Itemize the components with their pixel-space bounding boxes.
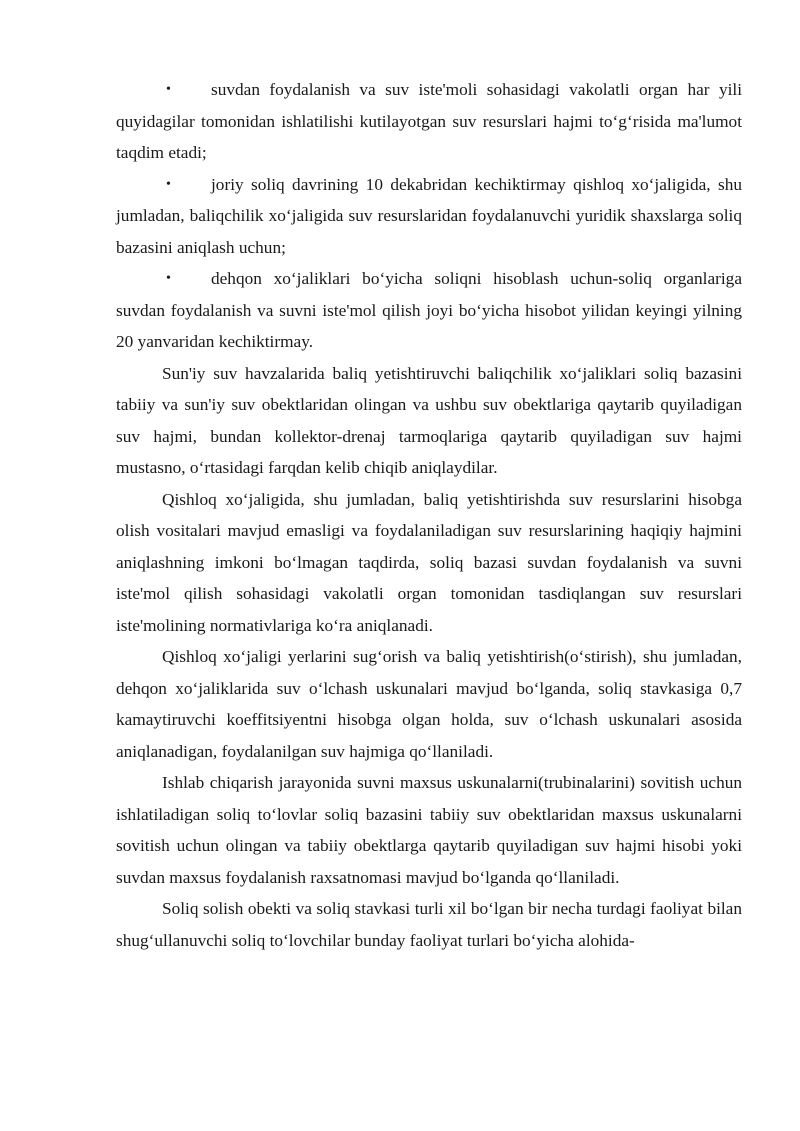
document-body xyxy=(116,74,742,956)
paragraph: Soliq solish obekti va soliq stavkasi turli xil bo‘lgan bir necha turdagi faoliyat bilan shug‘ullanuvchi soliq to‘lovchilar bunday faoliyat turlari bo‘yicha alohida- xyxy=(116,899,742,950)
bullet-text: suvdan foydalanish va suv iste'moli sohasidagi vakolatli organ har yili quyidagilar tomonidan ishlatilishi kutilayotgan suv resurslari hajmi to‘g‘risida ma'lumot taqdim etadi; xyxy=(116,80,742,162)
bullet-text: joriy soliq davrining 10 dekabridan kechiktirmay qishloq xo‘jaligida, shu jumladan, baliqchilik xo‘jaligida suv resurslaridan foydalanuvchi yuridik shaxslarga soliq bazasini aniqlash uchun; xyxy=(116,174,742,257)
paragraph: Qishloq xo‘jaligida, shu jumladan, baliq yetishtirishda suv resurslarini hisobga olish vositalari mavjud emasligi va foydalaniladigan suv resurslarining haqiqiy hajmini aniqlashning imkoni bo‘lmagan taqdirda, soliq bazasi suvdan foydalanish va suvni iste'mol qilish sohasidagi vakolatli organ tomonidan tasdiqlangan suv resurslari iste'molining normativlariga ko‘ra aniqlanadi. xyxy=(116,489,742,635)
paragraph: Sun'iy suv havzalarida baliq yetishtiruvchi baliqchilik xo‘jaliklari soliq bazasini tabiiy va sun'iy suv obektlaridan olingan va ushbu suv obektlariga qaytarib quyiladigan suv hajmi, bundan kollektor-drenaj tarmoqlariga qaytarib quyiladigan suv hajmi mustasno, o‘rtasidagi farqdan kelib chiqib aniqlaydilar. xyxy=(116,363,742,477)
bullet-item xyxy=(116,169,742,264)
bullet-icon: • xyxy=(166,82,171,97)
bullet-item xyxy=(116,263,742,358)
bullet-icon: • xyxy=(166,176,171,192)
bullet-icon: • xyxy=(166,271,171,286)
bullet-item xyxy=(116,74,742,169)
bullet-text: dehqon xo‘jaliklari bo‘yicha soliqni hisoblash uchun-soliq organlariga suvdan foydalanish va suvni iste'mol qilish joyi bo‘yicha hisobot yilidan keyingi yilning 20 yanvaridan kechiktirmay. xyxy=(116,269,742,351)
paragraph: Ishlab chiqarish jarayonida suvni maxsus uskunalarni(trubinalarini) sovitish uchun ishlatiladigan soliq to‘lovlar soliq bazasini tabiiy suv obektlaridan maxsus uskunalarni sovitish uchun olingan va tabiiy obektlarga qaytarib quyiladigan suv hajmi hisobi yoki suvdan maxsus foydalanish raxsatnomasi mavjud bo‘lganda qo‘llaniladi. xyxy=(116,773,742,887)
paragraph: Qishloq xo‘jaligi yerlarini sug‘orish va baliq yetishtirish(o‘stirish), shu jumladan, dehqon xo‘jaliklarida suv o‘lchash uskunalari mavjud bo‘lganda, soliq stavkasiga 0,7 kamaytiruvchi koeffitsiyentni hisobga olgan holda, suv o‘lchash uskunalari asosida aniqlanadigan, foydalanilgan suv hajmiga qo‘llaniladi. xyxy=(116,647,742,761)
